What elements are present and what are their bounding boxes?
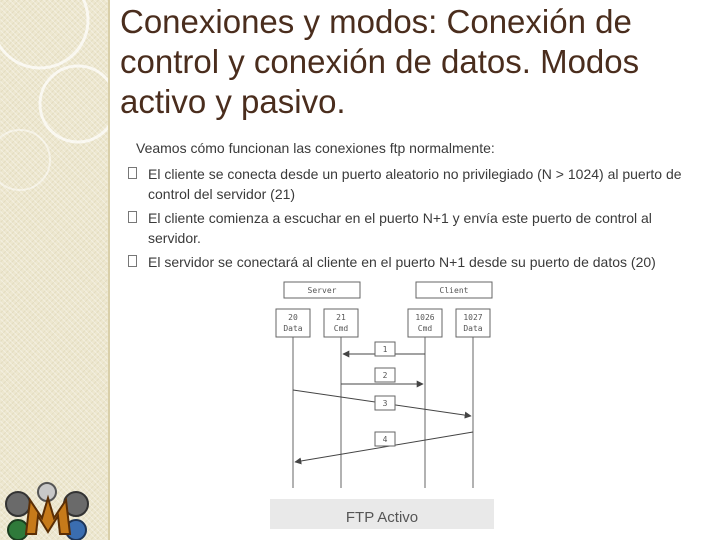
- bullet-icon: [128, 255, 137, 267]
- server-label: Server: [307, 286, 337, 295]
- bullet-text: El servidor se conectará al cliente en el puerto N+1 desde su puerto de datos (20): [148, 254, 656, 270]
- port-kind: Data: [283, 324, 303, 333]
- port-kind: Cmd: [417, 324, 433, 333]
- port-number: 1026: [415, 313, 435, 322]
- step-label: 4: [382, 435, 388, 444]
- sidebar-circles-decoration: [0, 0, 108, 540]
- bullet-item: [126, 252, 706, 272]
- sidebar-divider: [108, 0, 110, 540]
- bullet-text: El cliente se conecta desde un puerto aleatorio no privilegiado (N > 1024) al puerto de control del servidor (21): [148, 166, 682, 202]
- step-label: 1: [382, 345, 388, 354]
- bullet-text: El cliente comienza a escuchar en el puerto N+1 y envía este puerto de control al servidor.: [148, 210, 652, 246]
- client-label: Client: [439, 286, 469, 295]
- bullet-icon: [128, 167, 137, 179]
- bullet-item: [126, 208, 706, 248]
- diagram-caption: FTP Activo: [345, 509, 419, 526]
- diagram-caption-box: [270, 499, 494, 529]
- decorative-sidebar: [0, 0, 108, 540]
- port-number: 1027: [463, 313, 483, 322]
- ftp-active-diagram: [256, 272, 506, 494]
- m-logo-emblem: [0, 478, 96, 540]
- port-number: 21: [336, 313, 346, 322]
- port-kind: Data: [463, 324, 483, 333]
- port-kind: Cmd: [333, 324, 349, 333]
- bullet-icon: [128, 211, 137, 223]
- port-number: 20: [288, 313, 298, 322]
- step-label: 2: [382, 371, 388, 380]
- bullet-item: [126, 164, 706, 204]
- intro-text: Veamos cómo funcionan las conexiones ftp normalmente:: [136, 140, 495, 156]
- step-label: 3: [382, 399, 388, 408]
- slide-title: Conexiones y modos: Conexión de control y conexión de datos. Modos activo y pasivo.: [120, 3, 640, 120]
- bullet-list: [126, 164, 706, 276]
